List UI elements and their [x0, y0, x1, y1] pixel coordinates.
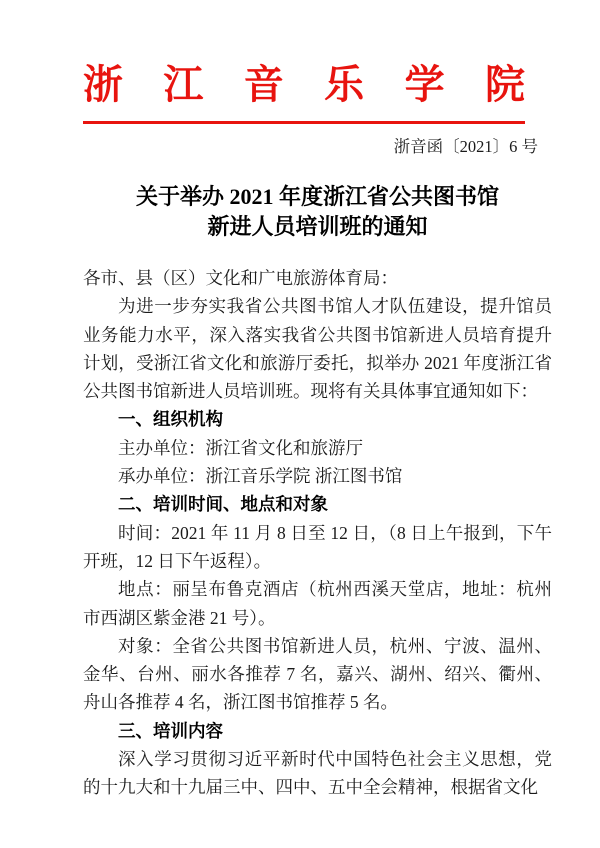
section-1-heading: 一、组织机构: [118, 409, 223, 430]
section-2-heading: 二、培训时间、地点和对象: [118, 494, 328, 515]
organization-name-char: 音: [243, 62, 284, 107]
organization-name-char: 院: [484, 62, 525, 107]
notice-body: [83, 264, 552, 802]
time-line: 时间：2021 年 11 月 8 日至 12 日，（8 日上午报到，下午开班，12 日下午返程）。: [83, 522, 552, 571]
location-line: 地点：丽呈布鲁克酒店（杭州西溪天堂店，地址：杭州市西湖区紫金港 21 号）。: [83, 579, 552, 628]
section-3-heading: 三、培训内容: [118, 720, 223, 741]
notice-title-line-2: 新进人员培训班的通知: [207, 214, 428, 239]
intro-paragraph: 为进一步夯实我省公共图书馆人才队伍建设，提升馆员业务能力水平，深入落实我省公共图书馆新进人员培育提升计划，受浙江省文化和旅游厅委托，拟举办 2021 年度浙江省公共图书馆新进人员培训班。现将有关具体事宜通知如下：: [83, 296, 552, 402]
organization-name-char: 乐: [324, 62, 365, 107]
notice-title-line-1: 关于举办 2021 年度浙江省公共图书馆: [135, 184, 499, 209]
undertaker-line: 承办单位：浙江音乐学院 浙江图书馆: [118, 466, 403, 487]
organization-name-char: 江: [163, 62, 204, 107]
document-number: 浙音函〔2021〕6 号: [393, 137, 538, 156]
organization-name: [83, 62, 525, 108]
organization-name-char: 学: [404, 62, 445, 107]
organizer-line: 主办单位：浙江省文化和旅游厅: [118, 437, 363, 458]
content-paragraph: 深入学习贯彻习近平新时代中国特色社会主义思想，党的十九大和十九届三中、四中、五中全会精神，根据省文化: [83, 749, 552, 798]
target-line: 对象：全省公共图书馆新进人员，杭州、宁波、温州、金华、台州、丽水各推荐 7 名，嘉兴、湖州、绍兴、衢州、舟山各推荐 4 名，浙江图书馆推荐 5 名。: [83, 635, 552, 713]
notice-title: [83, 182, 552, 242]
header-divider-line: [83, 121, 525, 124]
salutation: 各市、县（区）文化和广电旅游体育局：: [83, 268, 398, 288]
organization-name-char: 浙: [83, 62, 123, 107]
